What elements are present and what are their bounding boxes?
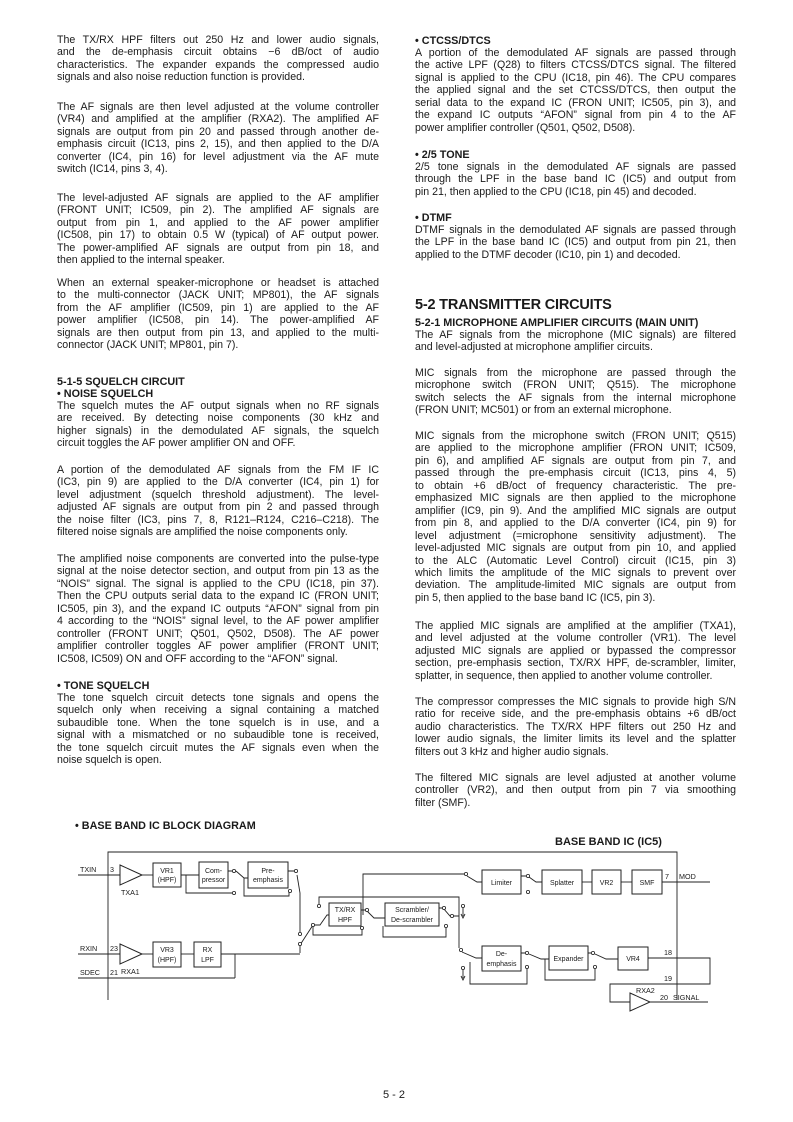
text-line: When an external speaker-microphone or headset is attached [57,277,379,289]
text-line: connector (JACK UNIT; MP801, pin 7). [57,339,239,352]
amp-txa1 [120,865,142,897]
subsection-heading: • DTMF [415,212,452,224]
text-line: The compressor compresses the MIC signals to provide high S/N [415,696,736,708]
text-line: pin 5, then applied to the base band IC (IC5, pin 3). [415,591,656,604]
text-line: from pin 8, and applied to the D/A converter (IC4, pin 9) for [415,517,736,530]
text-line: IC505, pin 3), and the expand IC outputs “AFON” signal from pin [57,602,379,615]
pin-21: 21 [110,968,118,977]
text-line: and the de-emphasis circuit obtains −6 dB/oct of audio [57,46,379,59]
text-line: The applied MIC signals are amplified at the amplifier (TXA1), [415,620,736,632]
text-line: from the AF amplifier (IC509, pin 1) are applied to the AF [57,301,379,314]
text-line: 4 according to the “NOIS” signal level, to the AF power amplifier [57,615,379,628]
text-line: The squelch mutes the AF output signals when no RF signals [57,400,379,412]
text-line: and level adjusted at the volume controller (VR1). The level [415,632,736,645]
text-line: to obtain +6 dB/oct of frequency characteristic. The pre- [415,479,736,492]
text-line: circuit toggles the AF power amplifier ON and OFF. [57,437,296,450]
subsection-heading: 5-2-1 MICROPHONE AMPLIFIER CIRCUITS (MAIN UNIT) [415,317,699,329]
text-line: A portion of the demodulated AF signals are passed through [415,47,736,59]
text-line: The TX/RX HPF filters out 250 Hz and lower audio signals, [57,34,379,46]
text-line: higher signals) in the demodulated AF signals, the squelch [57,424,379,437]
text-line: microphone switch (FRON UNIT; Q515). The microphone [415,379,736,392]
block-txrx-hpf [329,903,361,926]
text-line: deviation. The amplitude-limited MIC signals are output from [415,579,736,592]
scrambler-sublabel: De-scrambler [390,917,434,924]
txin-input [78,865,120,875]
text-line: adjusted MIC signals are applied or bypassed the compressor [415,644,736,657]
text-line: filters out 3 kHz and higher audio signals. [415,745,609,758]
amp-rxa2 [630,986,655,1011]
text-line: emphasized MIC signals are then applied to the microphone [415,492,736,505]
text-line: adjusted AF signals are output from pin 2 and passed through [57,501,379,514]
rxa1-label: RXA1 [121,967,140,976]
text-line: A portion of the demodulated AF signals from the FM IF IC [57,464,379,476]
block-pre-emphasis [248,862,288,888]
scrambler-label: Scrambler/ [395,907,429,914]
rx-lpf-sublabel: LPF [201,957,214,964]
text-line: are received. By detecting noise components (30 kHz and [57,412,379,425]
text-line: Then the CPU outputs serial data to the expand IC (FRON UNIT; [57,590,379,603]
pin-23: 23 [110,944,118,953]
pin-3: 3 [110,865,114,874]
block-vr4 [618,947,648,970]
text-line: The level-adjusted AF signals are applied to the AF amplifier [57,192,379,204]
text-line: which limits the amplitude of the MIC signals to prevent over [415,566,736,579]
txrx-hpf-sublabel: HPF [338,917,352,924]
text-line: (IC3, pin 9) are applied to the D/A converter (IC4, pin 1) for [57,476,379,489]
text-line: switch selects the AF signals from the internal microphone [415,391,736,404]
block-scrambler [385,903,439,926]
txrx-hpf-label: TX/RX [334,907,356,914]
vr3-label: VR3 [160,947,174,954]
text-line: amplifier (IC9, pin 9). And the amplified MIC signals are output [415,504,736,517]
block-splatter [542,870,582,894]
block-limiter [482,870,521,894]
mod-output [662,872,710,882]
switch-compressor [228,869,248,894]
sdec-output [78,968,235,978]
compressor-sublabel: pressor [201,877,226,884]
text-line: characteristics. The expander expands the compressed audio [57,58,379,71]
switch-limiter [461,872,482,918]
text-line: noise squelch is open. [57,754,162,767]
pin-19: 19 [664,974,672,983]
block-smf [632,870,662,894]
text-line: are applied to the microphone amplifier (FRON UNIT; IC509, [415,442,736,455]
vr3-sublabel: (HPF) [157,957,177,964]
sdec-label: SDEC [80,968,100,977]
rx-lpf-label: RX [202,947,213,954]
pre-emphasis-sublabel: emphasis [253,877,283,884]
expander-label: Expander [553,956,584,963]
txa1-label: TXA1 [121,888,139,897]
text-line: power amplifier (IC508, pin 14). The power-amplified AF [57,314,379,327]
text-line: controller (FRONT UNIT; Q501, Q502, D508). The AF power [57,627,379,640]
block-vr3 [153,942,181,967]
amp-rxa1 [120,944,142,976]
ic-label: BASE BAND IC (IC5) [555,836,662,848]
rxin-label: RXIN [80,944,98,953]
subsection-heading: • TONE SQUELCH [57,680,150,692]
smf-label: SMF [639,880,655,887]
vr1-sublabel: (HPF) [157,877,177,884]
text-line: The AF signals are then level adjusted at the volume controller [57,101,379,113]
text-line: the noise filter (IC3, pins 7, 8, R121–R124, C216–C218). The [57,513,379,526]
text-line: (FRON UNIT; MC501) or from an external microphone. [415,404,672,417]
pre-emphasis-label: Pre- [261,868,275,875]
vr2-label: VR2 [599,880,614,887]
block-compressor [199,862,228,888]
text-line: level adjustment (=microphone sensitivity adjustment). The [415,529,736,542]
text-line: pin 21, then applied to the CPU (IC18, pin 45) and decoded. [415,185,697,198]
section-heading: 5-2 TRANSMITTER CIRCUITS [415,297,612,313]
text-line: amplifier controller toggles AF power amplifier (FRONT UNIT; [57,640,379,653]
text-line: filter (SMF). [415,796,471,809]
text-line: The filtered MIC signals are level adjusted at another volume [415,772,736,784]
block-de-emphasis [482,946,521,971]
text-line: subaudible tone. When the tone squelch is in use, and a [57,716,379,729]
text-line: and level-adjusted at microphone amplifier circuits. [415,341,653,354]
text-line: “NOIS” signal. The signal is applied to the CPU (IC18, pin 37). [57,577,379,590]
text-line: signal is applied to the CPU (IC18, pin 46). The CPU compares [415,71,736,84]
limiter-label: Limiter [490,880,513,887]
text-line: The AF signals from the microphone (MIC signals) are filtered [415,329,736,341]
text-line: signals are output from pin 20 and passed through another de- [57,125,379,138]
text-line: splatter, in sequence, then applied to another volume controller. [415,669,713,682]
text-line: the applied signal and the set CTCSS/DTCS, then output the [415,84,736,97]
txin-label: TXIN [80,865,97,874]
text-line: squelch only when receiving a signal containing a matched [57,704,379,717]
page-number: 5 - 2 [383,1089,406,1101]
text-line: to the ALC (Automatic Level Control) circuit (IC15, pin 3) [415,554,736,567]
text-line: The tone squelch circuit detects tone signals and opens the [57,692,379,704]
subsection-heading: • CTCSS/DTCS [415,35,491,47]
pin-7: 7 [665,872,669,881]
text-line: passed through the pre-emphasis circuit (IC13, pins 4, 5) [415,467,736,480]
vr4-label: VR4 [626,956,640,963]
text-line: emphasis circuit (IC13, pins 2, 15), and then applied to the D/A [57,138,379,151]
compressor-label: Com- [204,868,223,875]
text-line: audio characteristics. The TX/RX HPF filters out 250 Hz and [415,720,736,733]
text-line: to the multi-connector (JACK UNIT; MP801), the AF signals [57,289,379,302]
text-line: MIC signals from the microphone are passed through the [415,367,736,379]
text-line: (VR4) and amplified at the amplifier (RXA2). The amplified AF [57,113,379,126]
text-line: level adjustment (squelch threshold adjustment). The level- [57,488,379,501]
text-line: signal with a mismatched or no subaudible tone is received, [57,729,379,742]
splatter-label: Splatter [549,880,575,887]
subsection-heading: 5-1-5 SQUELCH CIRCUIT [57,376,185,388]
subsection-heading: • NOISE SQUELCH [57,388,154,400]
text-line: the LPF in the base band IC (IC5) and output from pin 21, then [415,236,736,249]
block-rx-lpf [194,942,221,967]
text-line: ratio for receive side, and the pre-emphasis obtains +6 dB/oct [415,708,736,721]
text-line: switch (IC14, pins 3, 4). [57,163,168,176]
text-line: through the LPF in the base band IC (IC5) and output from [415,173,736,186]
text-line: power amplifier controller (Q501, Q502, D508). [415,121,636,134]
text-line: output from pin 1, and applied to the AF power amplifier [57,216,379,229]
text-line: serial data to the expand IC (FRON UNIT; IC505, pin 3), and [415,96,736,109]
text-line: The amplified noise components are converted into the pulse-type [57,553,379,565]
vr1-label: VR1 [160,868,174,875]
rxa2-label: RXA2 [636,986,655,995]
text-line: then applied to the internal speaker. [57,254,225,267]
signal-output [650,993,708,1002]
subsection-heading: • 2/5 TONE [415,149,470,161]
pin-18: 18 [664,948,672,957]
text-line: IC508, IC509) ON and OFF according to the “AFON” signal. [57,652,338,665]
de-emphasis-sublabel: emphasis [486,961,517,968]
rxin-input [78,944,120,954]
text-line: (IC508, pin 17) to obtain 0.5 W (typical) of AF output power. [57,229,379,242]
text-line: filtered noise signals are amplified the noise components only. [57,526,348,539]
text-line: The power-amplified AF signals are output from pin 18, and [57,241,379,254]
block-vr2 [592,870,621,894]
text-line: (FRONT UNIT; IC509, pin 2). The amplified AF signals are [57,204,379,217]
text-line: signals are then output from pin 13, and applied to the multi- [57,326,379,339]
text-line: the tone squelch circuit mutes the AF signals even when the [57,741,379,754]
text-line: controller (VR2), and then output from pin 7 via smoothing [415,784,736,797]
text-line: level-adjusted MIC signals are output from pin 10, and applied [415,542,736,555]
text-line: lower audio signals, the limiter limits its level and the splatter [415,733,736,746]
text-line: the active LPF (Q28) to filters CTCSS/DTCS signal. The filtered [415,59,736,72]
text-line: MIC signals from the microphone switch (FRON UNIT; Q515) [415,430,736,442]
text-line: pin 6), and amplified AF signals are output from pin 7, and [415,454,736,467]
text-line: DTMF signals in the demodulated AF signals are passed through [415,224,736,236]
signal-label: SIGNAL [673,993,700,1002]
text-line: converter (IC4, pin 16) for level adjustment via the AF mute [57,150,379,163]
text-line: section, pre-emphasis section, TX/RX HPF, de-scrambler, limiter, [415,657,736,670]
block-expander [549,946,588,970]
block-vr1 [153,863,181,887]
mod-label: MOD [679,872,696,881]
text-line: signal at the noise detector section, and output from pin 13 as the [57,565,379,578]
text-line: 2/5 tone signals in the demodulated AF signals are passed [415,161,736,173]
text-line: signals and also noise reduction function is provided. [57,71,305,84]
text-line: applied to the DTMF decoder (IC10, pin 1) and decoded. [415,248,681,261]
diagram-title: • BASE BAND IC BLOCK DIAGRAM [75,820,256,832]
pin-20: 20 [660,993,668,1002]
de-emphasis-label: De- [495,951,508,958]
text-line: the expand IC outputs “AFON” signal from pin 4 to the AF [415,109,736,122]
